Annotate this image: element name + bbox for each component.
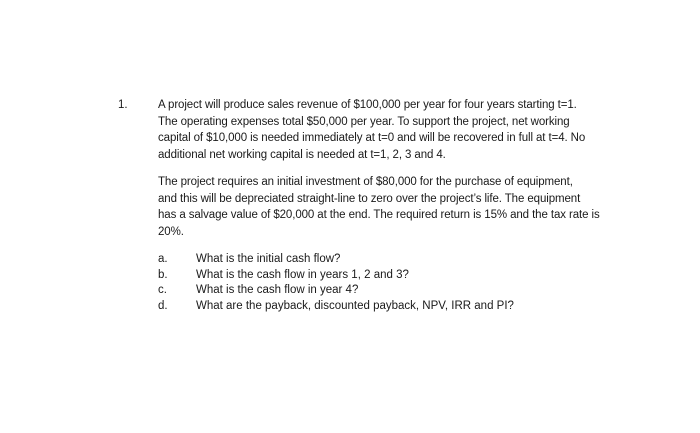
problem-paragraph-1 [158, 97, 598, 163]
paragraph-line: additional net working capital is needed at t=1, 2, 3 and 4. [158, 148, 446, 161]
question-text: What are the payback, discounted payback, NPV, IRR and PI? [196, 299, 514, 312]
question-text: What is the initial cash flow? [196, 253, 341, 265]
question-text: What is the cash flow in years 1, 2 and 3? [196, 268, 409, 281]
question-item-b [158, 268, 598, 284]
question-item-a [158, 252, 598, 268]
question-list [158, 252, 598, 314]
paragraph-line: and this will be depreciated straight-line to zero over the project’s life. The equipment [158, 192, 581, 205]
paragraph-line: The project requires an initial investment of $80,000 for the purchase of equipment, [158, 176, 573, 188]
paragraph-line: capital of $10,000 is needed immediately at t=0 and will be recovered in full at t=4. No [158, 132, 586, 144]
question-item-c [158, 283, 598, 299]
paragraph-line: The operating expenses total $50,000 per year. To support the project, net working [158, 115, 570, 128]
paragraph-line: has a salvage value of $20,000 at the end. The required return is 15% and the tax rate is [158, 209, 600, 221]
question-text: What is the cash flow in year 4? [196, 284, 359, 296]
paragraph-line: A project will produce sales revenue of $100,000 per year for four years starting t=1. [158, 99, 577, 111]
problem-number: 1. [118, 99, 128, 111]
question-item-d [158, 299, 598, 315]
question-letter: d. [158, 299, 168, 312]
question-letter: a. [158, 253, 168, 265]
problem-paragraph-2 [158, 174, 598, 240]
question-letter: c. [158, 284, 167, 296]
paragraph-line: 20%. [158, 225, 184, 238]
question-letter: b. [158, 268, 168, 281]
